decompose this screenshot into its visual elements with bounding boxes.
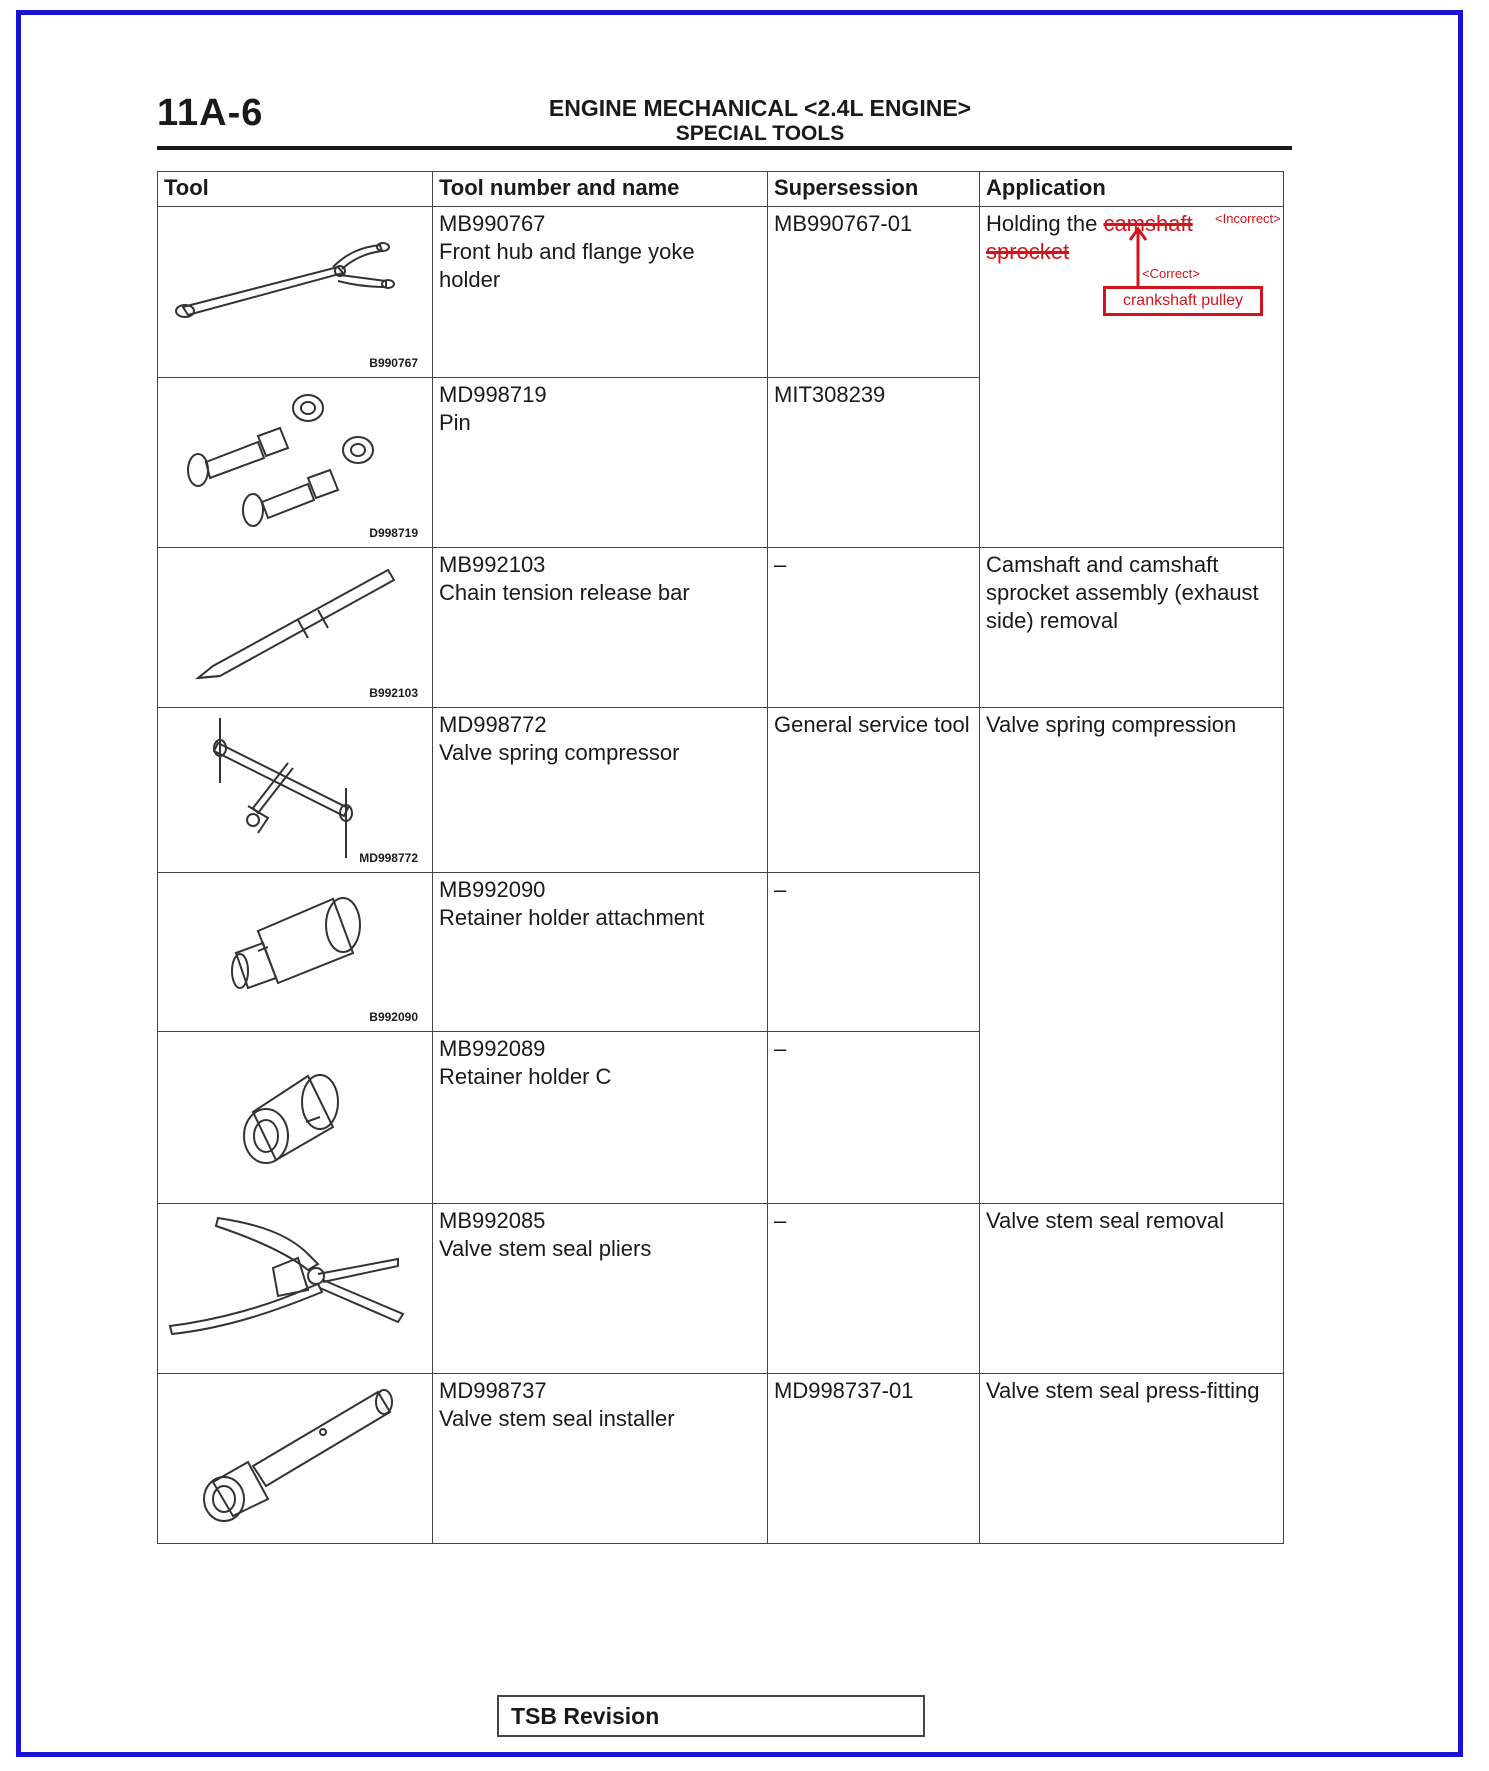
tool-number: MB992103 [439, 552, 546, 577]
tool-code: B992090 [369, 1010, 418, 1024]
tool-name: Valve stem seal installer [439, 1406, 675, 1431]
tool-image-cell [158, 378, 433, 548]
col-header-number: Tool number and name [433, 172, 768, 207]
section-title: ENGINE MECHANICAL <2.4L ENGINE> [548, 95, 972, 121]
table-header-row [158, 172, 1284, 207]
application-cell: Valve spring compression [980, 708, 1284, 1204]
table-row [158, 708, 1284, 873]
header-rule [157, 146, 1292, 150]
tool-number: MD998719 [439, 382, 547, 407]
tool-image-cell [158, 207, 433, 378]
tool-code: MD998772 [359, 851, 418, 865]
supersession-cell: MB990767-01 [768, 207, 980, 378]
section-subtitle: SPECIAL TOOLS [675, 122, 845, 145]
col-header-supersession: Supersession [768, 172, 980, 207]
supersession-cell: – [768, 1204, 980, 1374]
retainer-holder-attachment-icon [158, 873, 432, 1031]
tool-number-cell [433, 1032, 768, 1204]
tool-number-cell [433, 548, 768, 708]
supersession-cell: MIT308239 [768, 378, 980, 548]
tool-image-cell [158, 548, 433, 708]
seal-installer-icon [158, 1374, 432, 1543]
tool-name: Valve stem seal pliers [439, 1236, 652, 1261]
tool-number: MB992090 [439, 877, 546, 902]
release-bar-icon [158, 548, 432, 707]
tool-image-cell [158, 873, 433, 1032]
tool-number: MB990767 [439, 211, 546, 236]
seal-pliers-icon [158, 1204, 432, 1373]
tool-number-cell [433, 207, 768, 378]
col-header-tool: Tool [158, 172, 433, 207]
tool-image-cell [158, 1204, 433, 1374]
tool-number-cell [433, 1374, 768, 1544]
yoke-holder-icon [158, 207, 432, 377]
table-row [158, 548, 1284, 708]
col-header-application: Application [980, 172, 1284, 207]
tool-number: MD998737 [439, 1378, 547, 1403]
application-cell: Camshaft and camshaft sprocket assembly (exhaust side) removal [980, 548, 1284, 708]
supersession-cell: – [768, 548, 980, 708]
supersession-cell: General service tool [768, 708, 980, 873]
supersession-cell: – [768, 1032, 980, 1204]
tool-number: MB992089 [439, 1036, 546, 1061]
tool-name: Retainer holder attachment [439, 905, 705, 930]
application-cell: Valve stem seal press-fitting [980, 1374, 1284, 1544]
table-row [158, 1374, 1284, 1544]
struck-application-text: camshaft sprocket [986, 211, 1193, 264]
tool-image-cell [158, 1032, 433, 1204]
correction-box: crankshaft pulley [1103, 286, 1263, 316]
tool-name: Pin [439, 410, 471, 435]
correct-label: <Correct> [1142, 266, 1200, 281]
tool-name: Front hub and flange yoke holder [439, 239, 695, 292]
tool-code: B990767 [369, 356, 418, 370]
supersession-cell: MD998737-01 [768, 1374, 980, 1544]
tool-name: Retainer holder C [439, 1064, 612, 1089]
special-tools-table [157, 171, 1284, 1544]
tool-image-cell [158, 708, 433, 873]
application-prefix: Holding the [986, 211, 1098, 236]
page-number: 11A-6 [157, 92, 264, 134]
application-cell: Valve stem seal removal [980, 1204, 1284, 1374]
supersession-cell: – [768, 873, 980, 1032]
tool-number: MD998772 [439, 712, 547, 737]
tool-image-cell [158, 1374, 433, 1544]
tool-code: D998719 [369, 526, 418, 540]
tool-name: Valve spring compressor [439, 740, 680, 765]
tool-number: MB992085 [439, 1208, 546, 1233]
tool-number-cell [433, 1204, 768, 1374]
tool-number-cell [433, 378, 768, 548]
tool-name: Chain tension release bar [439, 580, 690, 605]
pin-set-icon [158, 378, 432, 547]
tool-number-cell [433, 873, 768, 1032]
tool-number-cell [433, 708, 768, 873]
valve-spring-compressor-icon [158, 708, 432, 872]
incorrect-label: <Incorrect> [1215, 211, 1281, 226]
tsb-revision-box: TSB Revision [497, 1695, 925, 1737]
tool-code: B992103 [369, 686, 418, 700]
table-row [158, 1204, 1284, 1374]
retainer-holder-icon [158, 1032, 432, 1203]
